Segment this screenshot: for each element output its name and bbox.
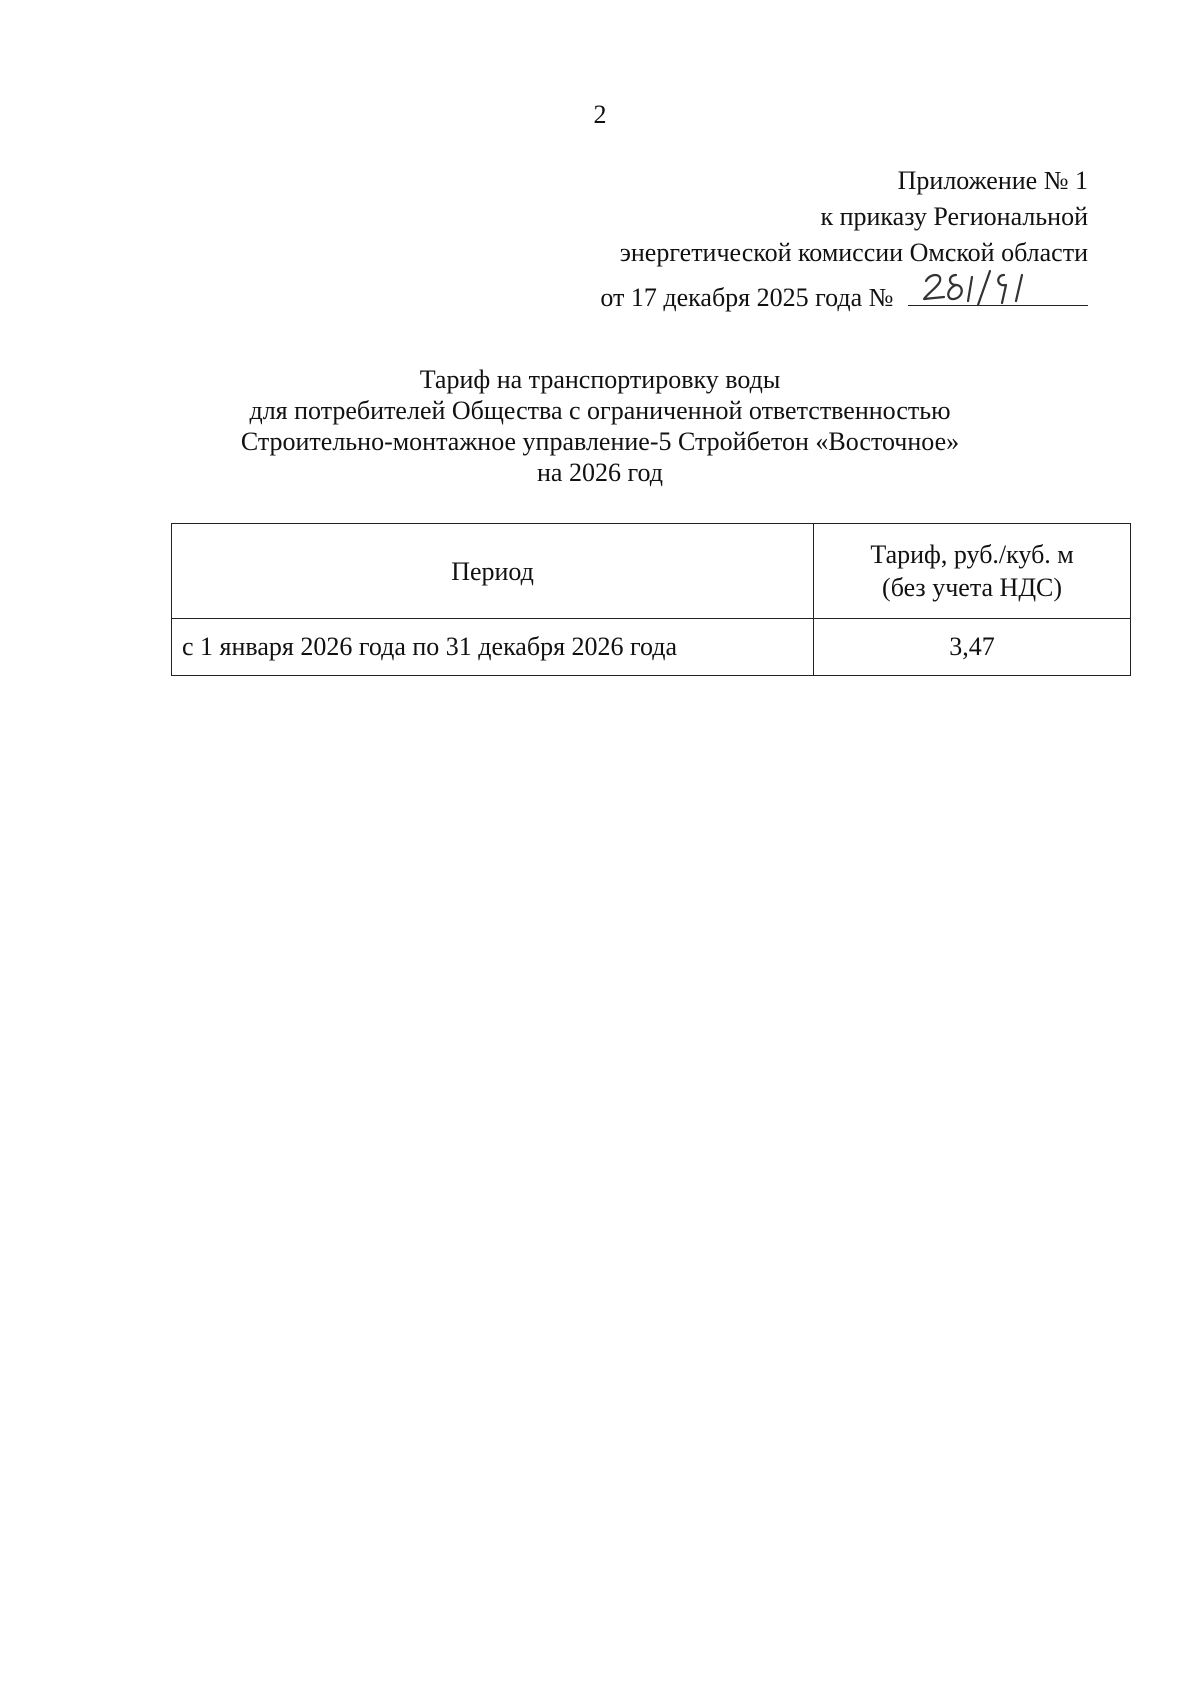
document-title — [0, 364, 1200, 488]
header-tariff-line-1: Тариф, руб./куб. м — [870, 540, 1074, 569]
appendix-date: от 17 декабря 2025 года № — [600, 283, 894, 312]
table-header-row — [172, 524, 1131, 619]
header-tariff-line-2: (без учета НДС) — [882, 573, 1063, 602]
header-tariff — [814, 524, 1131, 619]
appendix-date-line — [600, 271, 1088, 316]
title-line-4: на 2026 год — [537, 458, 663, 487]
appendix-title: Приложение № 1 — [897, 166, 1088, 195]
tariff-table — [171, 523, 1131, 676]
page-number: 2 — [593, 100, 607, 129]
appendix-commission: энергетической комиссии Омской области — [619, 238, 1088, 267]
cell-period: с 1 января 2026 года по 31 декабря 2026 года — [172, 619, 814, 676]
table-row — [172, 619, 1131, 676]
handwritten-signature-icon — [918, 267, 1078, 307]
title-line-3: Строительно-монтажное управление-5 Стройбетон «Восточное» — [240, 427, 960, 456]
title-line-1: Тариф на транспортировку воды — [419, 365, 781, 394]
title-line-2: для потребителей Общества с ограниченной ответственностью — [249, 396, 951, 425]
header-period: Период — [172, 524, 814, 619]
appendix-block — [600, 163, 1088, 316]
appendix-order-ref: к приказу Региональной — [820, 202, 1088, 231]
handwritten-order-number — [908, 271, 1088, 306]
cell-tariff-value: 3,47 — [814, 619, 1131, 676]
